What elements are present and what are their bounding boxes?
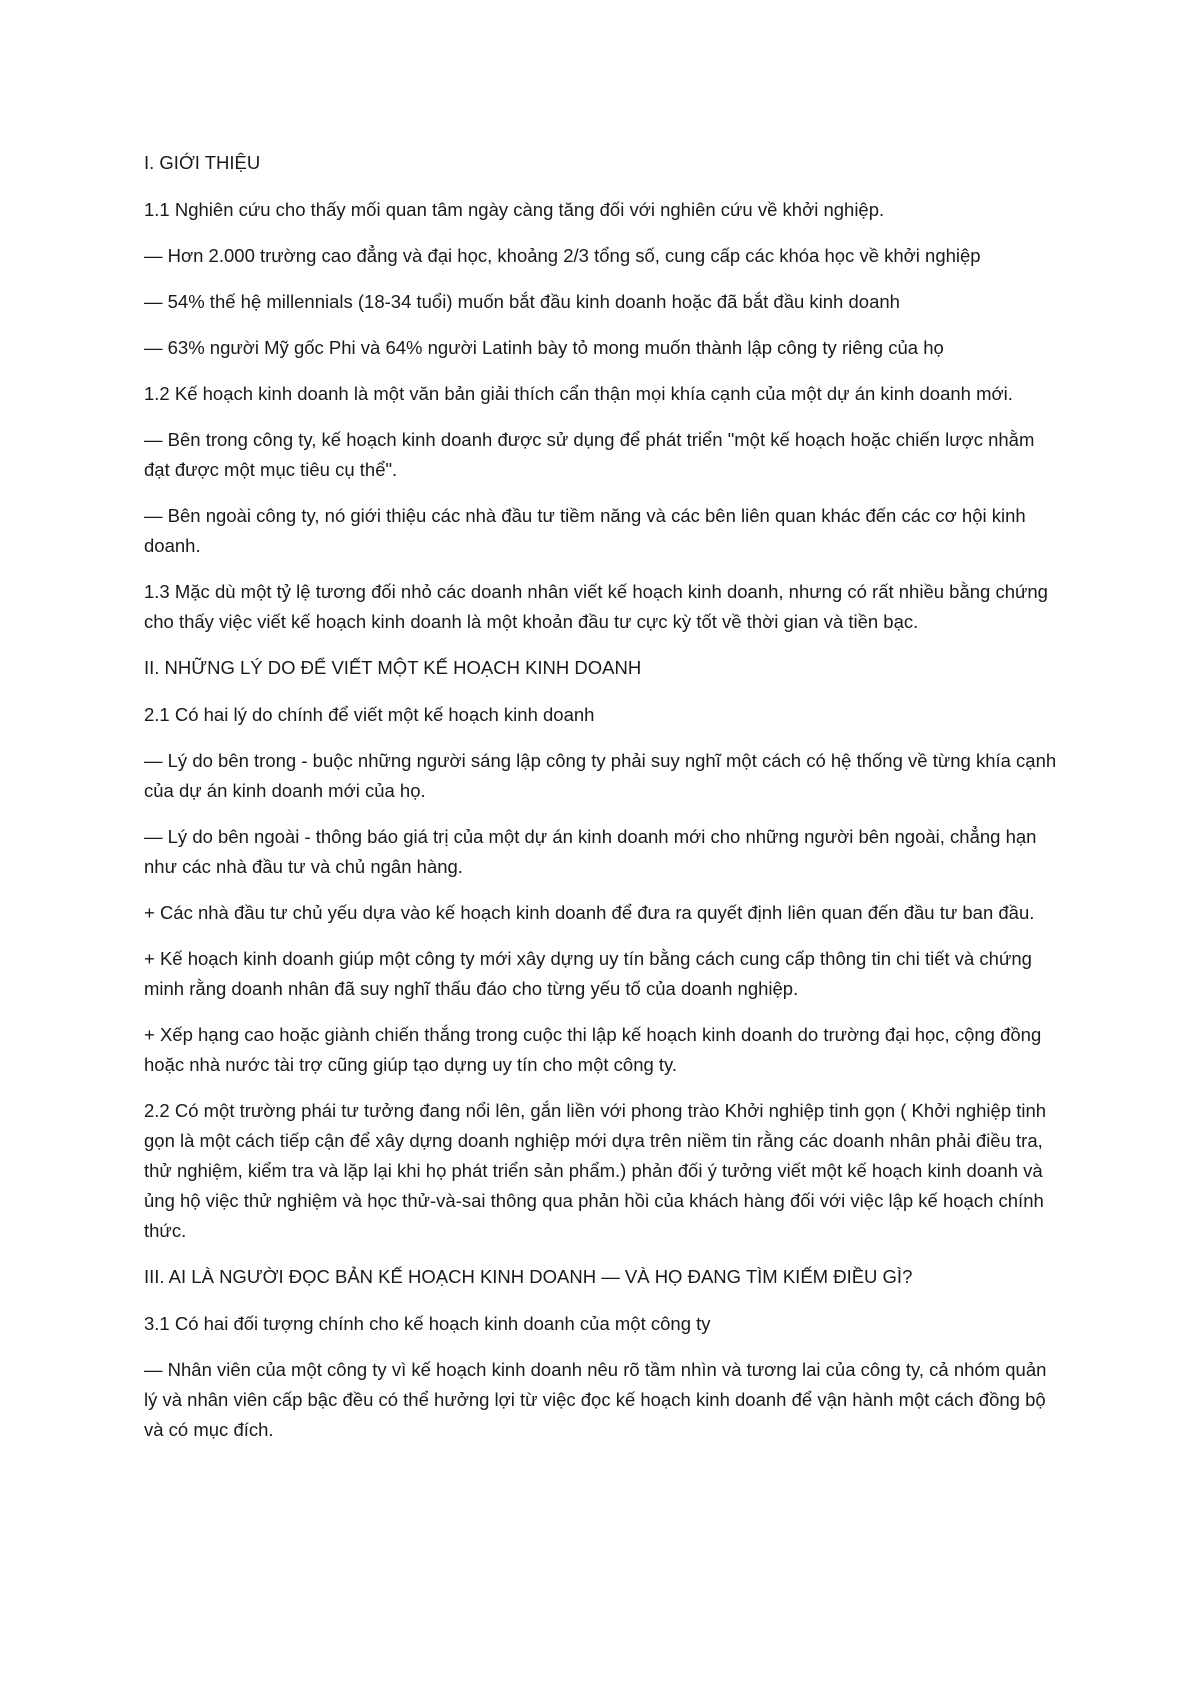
plus-investors: + Các nhà đầu tư chủ yếu dựa vào kế hoạch kinh doanh để đưa ra quyết định liên quan đến đầu tư ban đầu. [144,902,1035,923]
bullet-colleges: — Hơn 2.000 trường cao đẳng và đại học, khoảng 2/3 tổng số, cung cấp các khóa học về khởi nghiệp [144,245,981,266]
bullet-millennials: — 54% thế hệ millennials (18-34 tuổi) muốn bắt đầu kinh doanh hoặc đã bắt đầu kinh doanh [144,291,900,312]
paragraph-2-2: 2.2 Có một trường phái tư tưởng đang nổi lên, gắn liền với phong trào Khởi nghiệp tinh gọn ( Khởi nghiệp tinh gọn là một cách tiếp cận để xây dựng doanh nghiệp mới dựa trên niềm tin rằng các doanh nhân phải điều tra, thử nghiệm, kiểm tra và lặp lại khi họ phát triển sản phẩm.) phản đối ý tưởng viết một kế hoạch kinh doanh và ủng hộ việc thử nghiệm và học thử-và-sai thông qua phản hồi của khách hàng đối với việc lập kế hoạch chính thức. [144,1100,1047,1241]
plus-competition: + Xếp hạng cao hoặc giành chiến thắng trong cuộc thi lập kế hoạch kinh doanh do trường đại học, cộng đồng hoặc nhà nước tài trợ cũng giúp tạo dựng uy tín cho một công ty. [144,1024,1042,1075]
plus-credibility: + Kế hoạch kinh doanh giúp một công ty mới xây dựng uy tín bằng cách cung cấp thông tin chi tiết và chứng minh rằng doanh nhân đã suy nghĩ thấu đáo cho từng yếu tố của doanh nghiệp. [144,948,1032,999]
section-heading-3: III. AI LÀ NGƯỜI ĐỌC BẢN KẾ HOẠCH KINH DOANH — VÀ HỌ ĐANG TÌM KIẾM ĐIỀU GÌ? [144,1266,913,1287]
paragraph-3-1: 3.1 Có hai đối tượng chính cho kế hoạch kinh doanh của một công ty [144,1313,711,1334]
document-body [144,148,1064,1461]
section-heading-1: I. GIỚI THIỆU [144,152,261,173]
paragraph-1-1: 1.1 Nghiên cứu cho thấy mối quan tâm ngày càng tăng đối với nghiên cứu về khởi nghiệp. [144,199,885,220]
bullet-african-latino: — 63% người Mỹ gốc Phi và 64% người Latinh bày tỏ mong muốn thành lập công ty riêng của họ [144,337,944,358]
bullet-inside-company: — Bên trong công ty, kế hoạch kinh doanh được sử dụng để phát triển "một kế hoạch hoặc chiến lược nhằm đạt được một mục tiêu cụ thể". [144,429,1035,480]
paragraph-1-2: 1.2 Kế hoạch kinh doanh là một văn bản giải thích cẩn thận mọi khía cạnh của một dự án kinh doanh mới. [144,383,1013,404]
bullet-internal-reason: — Lý do bên trong - buộc những người sáng lập công ty phải suy nghĩ một cách có hệ thống về từng khía cạnh của dự án kinh doanh mới của họ. [144,750,1057,801]
bullet-outside-company: — Bên ngoài công ty, nó giới thiệu các nhà đầu tư tiềm năng và các bên liên quan khác đến các cơ hội kinh doanh. [144,505,1026,556]
bullet-employees: — Nhân viên của một công ty vì kế hoạch kinh doanh nêu rõ tầm nhìn và tương lai của công ty, cả nhóm quản lý và nhân viên cấp bậc đều có thể hưởng lợi từ việc đọc kế hoạch kinh doanh để vận hành một cách đồng bộ và có mục đích. [144,1359,1047,1440]
section-heading-2: II. NHỮNG LÝ DO ĐỂ VIẾT MỘT KẾ HOẠCH KINH DOANH [144,657,642,678]
bullet-external-reason: — Lý do bên ngoài - thông báo giá trị của một dự án kinh doanh mới cho những người bên ngoài, chẳng hạn như các nhà đầu tư và chủ ngân hàng. [144,826,1037,877]
paragraph-1-3: 1.3 Mặc dù một tỷ lệ tương đối nhỏ các doanh nhân viết kế hoạch kinh doanh, nhưng có rất nhiều bằng chứng cho thấy việc viết kế hoạch kinh doanh là một khoản đầu tư cực kỳ tốt về thời gian và tiền bạc. [144,581,1048,632]
paragraph-2-1: 2.1 Có hai lý do chính để viết một kế hoạch kinh doanh [144,704,595,725]
